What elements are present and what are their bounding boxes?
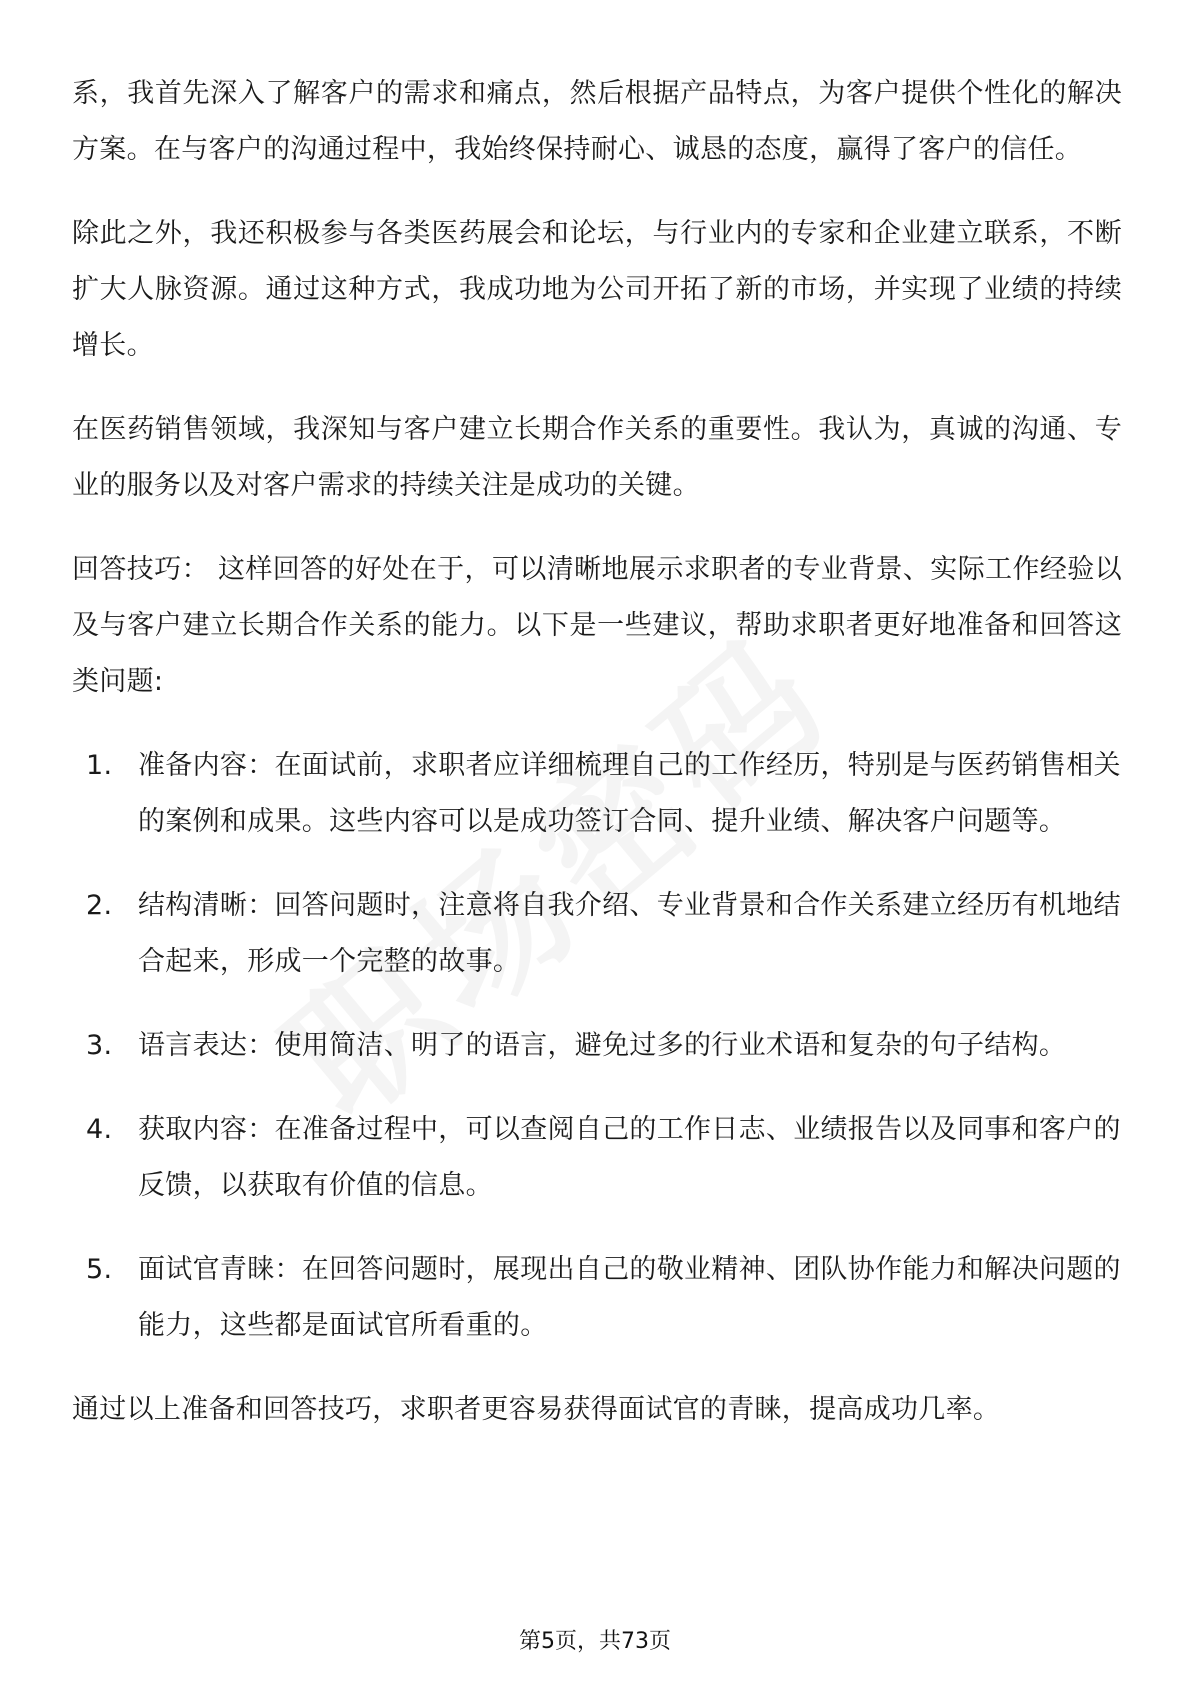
page-content: [72, 66, 1122, 1466]
list-item-text: 结构清晰：回答问题时，注意将自我介绍、专业背景和合作关系建立经历有机地结合起来，形成一个完整的故事。: [138, 890, 1121, 977]
list-number: 2.: [86, 890, 113, 921]
list-item: [86, 1242, 1122, 1354]
list-number: 5.: [86, 1254, 113, 1285]
conclusion: 通过以上准备和回答技巧，求职者更容易获得面试官的青睐，提高成功几率。: [72, 1394, 1001, 1425]
list-number: 3.: [86, 1030, 113, 1061]
paragraph-2: 除此之外，我还积极参与各类医药展会和论坛，与行业内的专家和企业建立联系，不断扩大人脉资源。通过这种方式，我成功地为公司开拓了新的市场，并实现了业绩的持续增长。: [72, 218, 1122, 361]
list-item: [86, 1102, 1122, 1214]
tips-list: [72, 738, 1122, 1354]
paragraph-3: 在医药销售领域，我深知与客户建立长期合作关系的重要性。我认为，真诚的沟通、专业的服务以及对客户需求的持续关注是成功的关键。: [72, 414, 1122, 501]
list-number: 1.: [86, 750, 113, 781]
paragraph-1: 系，我首先深入了解客户的需求和痛点，然后根据产品特点，为客户提供个性化的解决方案。在与客户的沟通过程中，我始终保持耐心、诚恳的态度，赢得了客户的信任。: [72, 78, 1122, 165]
list-item-text: 面试官青睐：在回答问题时，展现出自己的敬业精神、团队协作能力和解决问题的能力，这些都是面试官所看重的。: [138, 1254, 1121, 1341]
list-item-text: 准备内容：在面试前，求职者应详细梳理自己的工作经历，特别是与医药销售相关的案例和成果。这些内容可以是成功签订合同、提升业绩、解决客户问题等。: [138, 750, 1121, 837]
list-item-text: 语言表达：使用简洁、明了的语言，避免过多的行业术语和复杂的句子结构。: [138, 1030, 1067, 1061]
list-item: [86, 878, 1122, 990]
list-item-text: 获取内容：在准备过程中，可以查阅自己的工作日志、业绩报告以及同事和客户的反馈，以获取有价值的信息。: [138, 1114, 1121, 1201]
list-item: [86, 1018, 1122, 1074]
answer-tips-intro: 回答技巧： 这样回答的好处在于，可以清晰地展示求职者的专业背景、实际工作经验以及与客户建立长期合作关系的能力。以下是一些建议，帮助求职者更好地准备和回答这类问题:: [72, 554, 1122, 697]
list-number: 4.: [86, 1114, 113, 1145]
list-item: [86, 738, 1122, 850]
page-number-footer: 第5页，共73页: [519, 1629, 671, 1654]
